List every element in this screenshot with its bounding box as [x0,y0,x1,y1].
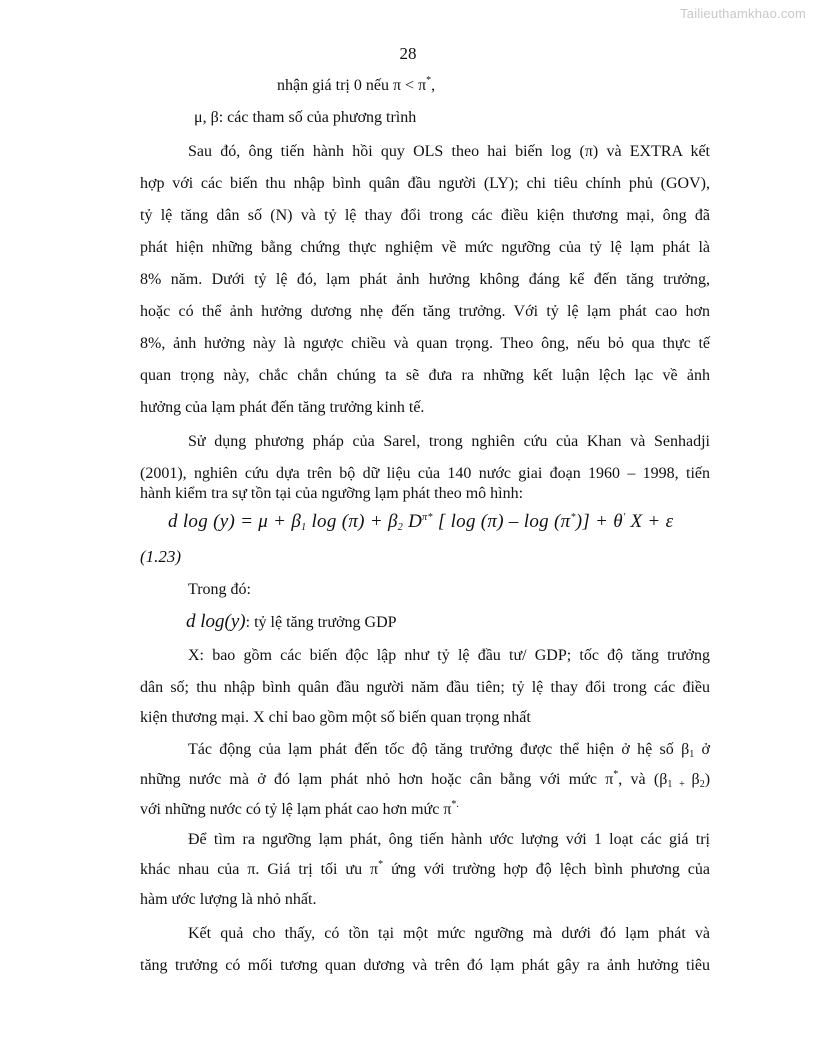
dlog-symbol: d log(y) [186,611,246,632]
paragraph-line: những nước mà ở đó lạm phát nhỏ hơn hoặc cân bằng với mức π*, và ($\beta_{1 +}$ $\beta_2$) [140,769,711,790]
paragraph-line: Tác động của lạm phát đến tốc độ tăng trưởng được thể hiện ở hệ số $\beta_1$ ở [188,741,711,760]
formula-number: (1.23) [140,547,182,566]
text-line: d log(y): tỷ lệ tăng trưởng GDP [186,611,397,632]
paragraph-line: hoặc có thể ảnh hưởng dương nhẹ đến tăng trưởng. Với tỷ lệ lạm phát cao hơn [140,303,710,320]
text-line: nhận giá trị 0 nếu π < π*, [277,75,436,94]
formula: d $\log (y) = \mu + \beta_1$ $\log (\pi) + \beta_2$ $D^{\pi*}$ [ log (π) – log (π*)] + θ' X + ε [168,511,674,533]
paragraph-line: Sau đó, ông tiến hành hồi quy OLS theo hai biến log (π) và EXTRA kết [188,143,710,160]
paragraph-line: (2001), nghiên cứu dựa trên bộ dữ liệu của 140 nước giai đoạn 1960 – 1998, tiến [140,465,710,482]
paragraph-line: Để tìm ra ngưỡng lạm phát, ông tiến hành ước lượng với 1 loạt các giá trị [188,831,710,848]
paragraph-line: X: bao gồm các biến độc lập như tỷ lệ đầu tư/ GDP; tốc độ tăng trưởng [188,647,710,664]
paragraph-line: 8% năm. Dưới tỷ lệ đó, lạm phát ảnh hưởng không đáng kể đến tăng trưởng, [140,271,710,288]
text-line: μ, β: các tham số của phương trình [194,109,417,126]
paragraph-line: kiện thương mại. X chỉ bao gồm một số biến quan trọng nhất [140,709,531,726]
paragraph-line: dân số; thu nhập bình quân đầu người năm đầu tiên; tỷ lệ thay đổi trong các điều [140,679,710,696]
paragraph-line: với những nước có tỷ lệ lạm phát cao hơn mức π*. [140,799,459,818]
paragraph-line: tăng trưởng có mối tương quan dương và trên đó lạm phát gây ra ảnh hưởng tiêu [140,957,710,974]
paragraph-line: Sử dụng phương pháp của Sarel, trong nghiên cứu của Khan và Senhadji [188,433,710,450]
paragraph-line: hàm ước lượng là nhỏ nhất. [140,891,317,908]
paragraph-line: khác nhau của π. Giá trị tối ưu π* ứng với trường hợp độ lệch bình phương của [140,859,711,878]
paragraph-line: hưởng của lạm phát đến tăng trưởng kinh tế. [140,399,425,416]
page-number: 28 [399,44,417,63]
paragraph-line: 8%, ảnh hưởng này là ngược chiều và quan trọng. Theo ông, nếu bỏ qua thực tế [140,335,710,352]
paragraph-line: quan trọng này, chắc chắn chúng ta sẽ đưa ra những kết luận lệch lạc về ảnh [140,367,710,384]
paragraph-line: tỷ lệ tăng dân số (N) và tỷ lệ thay đổi trong các điều kiện thương mại, ông đã [140,207,710,224]
paragraph-line: Kết quả cho thấy, có tồn tại một mức ngưỡng mà dưới đó lạm phát và [188,925,710,942]
paragraph-line: phát hiện những bằng chứng thực nghiệm về mức ngưỡng của tỷ lệ lạm phát là [140,239,710,256]
paragraph-line: hợp với các biến thu nhập bình quân đầu người (LY); chi tiêu chính phủ (GOV), [140,175,710,192]
watermark: Tailieuthamkhao.com [680,6,806,21]
paragraph-line: hành kiểm tra sự tồn tại của ngưỡng lạm phát theo mô hình: [140,485,524,502]
text-line: Trong đó: [188,581,251,598]
